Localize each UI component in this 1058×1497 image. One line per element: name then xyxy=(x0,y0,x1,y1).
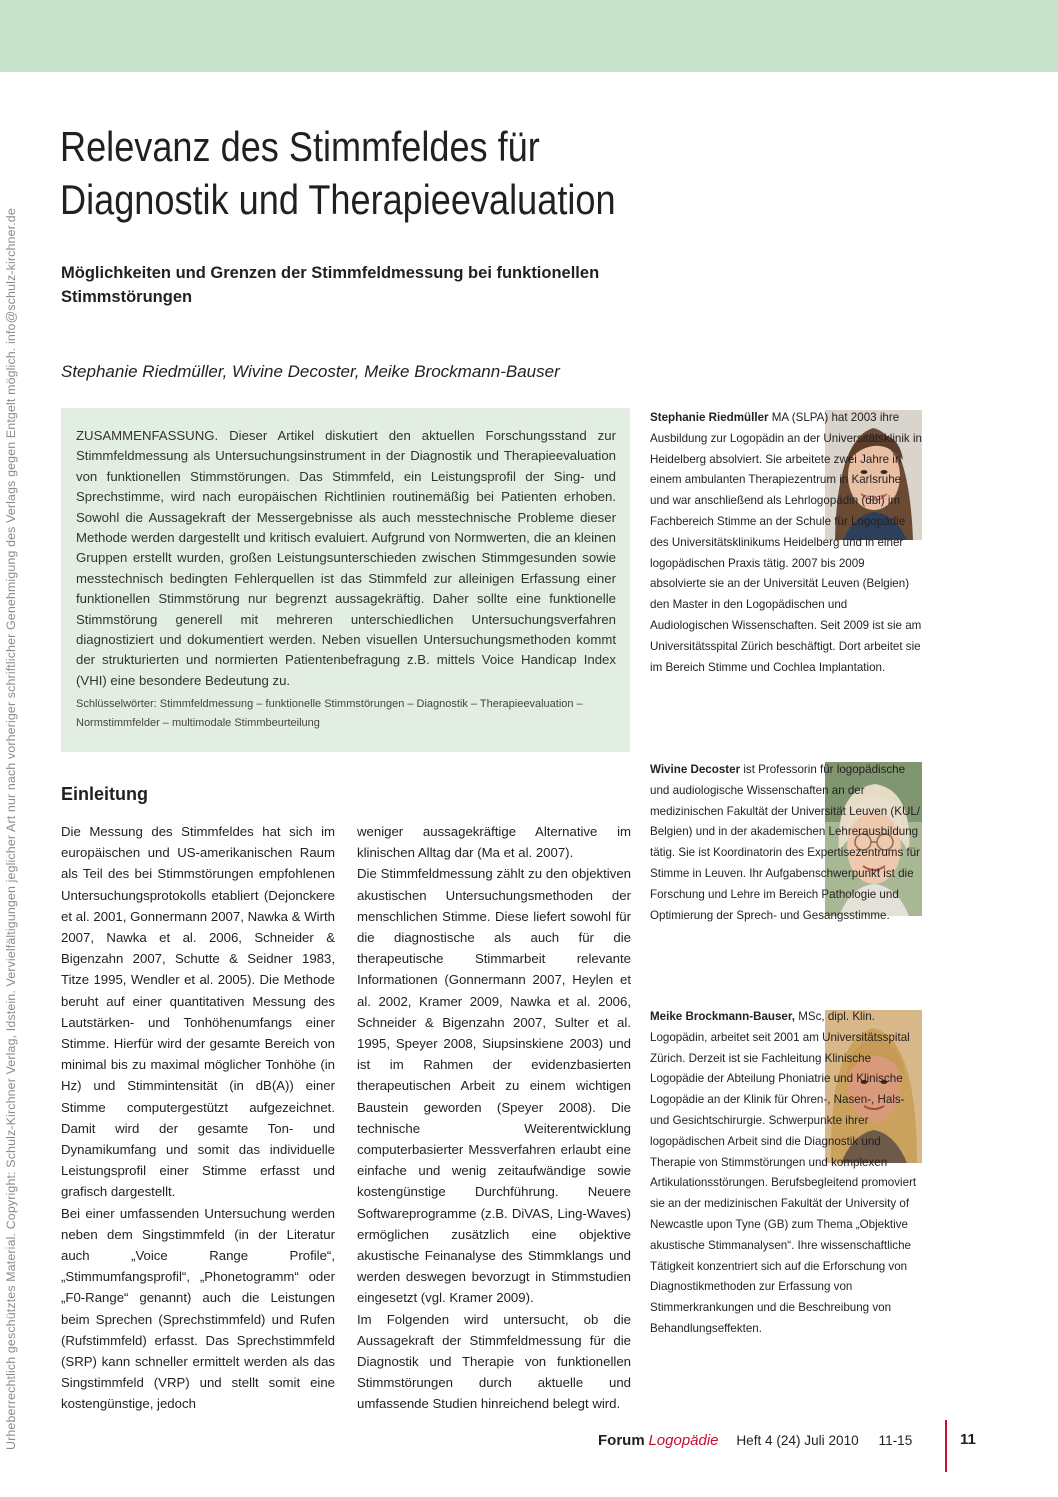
author-bio-decoster xyxy=(650,760,922,926)
issue-info: Heft 4 (24) Juli 2010 xyxy=(736,1433,859,1448)
bio-body: ist Professorin für logopädische und audiologische Wissenschaften an der medizinischen Fakultät der Universität Leuven (KUL/ Belgien) und in der akademischen Lehrerausbildung tätig. Sie ist Koordinatorin des Expertisezentrums für Stimme in Leuven. Ihr Aufgabenschwerpunkt ist die Forschung und Lehre im Bereich Pathologie und Optimierung der Sprech- und Gesangsstimme. xyxy=(650,763,921,922)
author-list: Stephanie Riedmüller, Wivine Decoster, Meike Brockmann-Bauser xyxy=(61,362,560,381)
author-bio-brockmann-bauser xyxy=(650,1007,922,1340)
bio-name: Wivine Decoster xyxy=(650,763,741,776)
bio-text xyxy=(650,760,922,926)
page-range: 11-15 xyxy=(878,1433,913,1448)
article-subtitle: Möglichkeiten und Grenzen der Stimmfeldmessung bei funktionellen Stimmstörungen xyxy=(61,264,600,306)
abstract-box xyxy=(61,408,630,752)
copyright-notice: Urheberrechtlich geschütztes Material. Copyright: Schulz-Kirchner Verlag, Idstein. Vervielfältigungen jeglicher Art nur nach vorheriger schriftlicher Genehmigung des Verlags gegen Entgelt möglich. info@schulz-kirchner.de xyxy=(4,208,18,1450)
footer-divider xyxy=(945,1420,947,1472)
bio-name: Meike Brockmann-Bauser, xyxy=(650,1010,795,1023)
journal-forum: Forum xyxy=(598,1432,645,1449)
section-heading: Einleitung xyxy=(61,784,148,804)
paragraph: Die Stimmfeldmessung zählt zu den objektiven akustischen Untersuchungsmethoden der menschlichen Stimme. Diese liefert sowohl für die diagnostische als auch für die therapeutische Stimmarbeit relevante Informationen (Gonnermann 2007, Heylen et al. 2002, Kramer 2009, Nawka et al. 2006, Schneider & Bigenzahn 2007, Sulter et al. 1995, Speyer 2008, Siupsinskiene 2003) und ist im Rahmen der evidenzbasierten therapeutischen Arbeit zu einem wichtigen Baustein geworden (Speyer 2008). Die technische Weiterentwicklung computerbasierter Messverfahren erlaubt eine einfache und wenig zeitaufwändige sowie kostengünstige Durchführung. Neuere Softwareprogramme (z.B. DiVAS, Ling-Waves) ermöglichen zusätzlich eine objektive akustische Feinanalyse des Stimmklangs und werden deswegen bevorzugt in Stimmstudien eingesetzt (vgl. Kramer 2009). xyxy=(357,866,631,1306)
text-column-middle xyxy=(357,821,631,1415)
paragraph: Die Messung des Stimmfeldes hat sich im europäischen und US-amerikanischen Raum als Teil des bei Stimmstörungen empfohlenen Untersuchungsprotokolls etabliert (Dejonckere et al. 2001, Gonnermann 2007, Nawka & Wirth 2007, Nawka et al. 2006, Schneider & Bigenzahn 2007, Schutte & Seidner 1983, Titze 1995, Wendler et al. 2005). Die Methode beruht auf einer quantitativen Messung des Lautstärken- und Tonhöhenumfangs einer Stimme. Hierfür wird der gesamte Bereich von minimal bis zu maximal möglicher Tonhöhe (in Hz) und Stimmintensität (in dB(A)) einer Stimme computergestützt aufgezeichnet. Damit wird der gesamte Ton- und Dynamikumfang und somit das individuelle Leistungsprofil einer Stimme erfasst und grafisch dargestellt. xyxy=(61,824,335,1200)
text-column-left xyxy=(61,821,335,1415)
author-bio-riedmueller xyxy=(650,408,922,678)
bio-name: Stephanie Riedmüller xyxy=(650,411,769,424)
bio-text xyxy=(650,1007,922,1340)
page-number: 11 xyxy=(960,1431,976,1448)
abstract-text: ZUSAMMENFASSUNG. Dieser Artikel diskutiert den aktuellen Forschungsstand zur Stimmfeldmessung als Untersuchungsinstrument in der Diagnostik und Therapieevaluation von funktionellen Stimmstörungen. Das Stimmfeld, ein Leistungsprofil der Sing- und Sprechstimme, wird nach europäischen Richtlinien routinemäßig bei Patienten erhoben. Sowohl die Aussagekraft der Messergebnisse als auch messtechnische Probleme dieser Methode werden dargestellt und kritisch evaluiert. Aufgrund von Normwerten, die an kleinen Gruppen erstellt wurden, großen Leistungsunterschieden zwischen Stimmgesunden sowie messtechnisch bedingten Fehlerquellen ist das Stimmfeld zur alleinigen Erfassung einer funktionellen Stimmstörung nur begrenzt aussagekräftig. Daher sollte eine funktionelle Stimmstörung generell mit mehreren unterschiedlichen Untersuchungsverfahren diagnostiziert und dokumentiert werden. Neben visuellen Untersuchungsmethoden kommt der strukturierten und normierten Patientenbefragung z.B. mittels Voice Handicap Index (VHI) eine besondere Bedeutung zu. xyxy=(76,428,616,688)
bio-text xyxy=(650,408,922,678)
page-footer xyxy=(598,1432,912,1449)
paragraph: weniger aussagekräftige Alternative im klinischen Alltag dar (Ma et al. 2007). xyxy=(357,824,631,861)
bio-body: MA (SLPA) hat 2003 ihre Ausbildung zur Logopädin an der Universitätsklinik in Heidelberg absolviert. Sie arbeitete zwei Jahre in einem ambulanten Therapiezentrum in Karlsruhe und war anschließend als Lehrlogopädin (dbl) im Fachbereich Stimme an der Schule für Logopädie des Universitätsklinikums Heidelberg und in einer logopädischen Praxis tätig. 2007 bis 2009 absolvierte sie an der Universität Leuven (Belgien) den Master in den Logopädischen und Audiologischen Wissenschaften. Seit 2009 ist sie am Universitätsspital Zürich beschäftigt. Dort arbeitet sie im Bereich Stimme und Cochlea Implantation. xyxy=(650,411,922,674)
keywords: Schlüsselwörter: Stimmfeldmessung – funktionelle Stimmstörungen – Diagnostik – Therapieevaluation – Normstimmfelder – multimodale Stimmbeurteilung xyxy=(76,698,583,729)
paragraph: Im Folgenden wird untersucht, ob die Aussagekraft der Stimmfeldmessung für die Diagnostik und Therapie von funktionellen Stimmstörungen durch aktuelle und umfassende Studien hinreichend belegt wird. xyxy=(357,1311,631,1412)
paragraph: Bei einer umfassenden Untersuchung werden neben dem Singstimmfeld (in der Literatur auch „Voice Range Profile“, „Stimmumfangsprofil“, „Phonetogramm“ oder „F0-Range“ genannt) auch die Leistungen beim Sprechen (Sprechstimmfeld) und Rufen (Rufstimmfeld) erfasst. Das Sprechstimmfeld (SRP) kann schneller ermittelt werden als das Singstimmfeld (VRP) und stellt somit eine kostengünstige, jedoch xyxy=(61,1205,335,1412)
header-band xyxy=(0,0,1058,72)
article-title xyxy=(60,120,679,226)
title-line-2: Diagnostik und Therapieevaluation xyxy=(60,176,616,223)
title-line-1: Relevanz des Stimmfeldes für xyxy=(60,123,540,170)
bio-body: MSc, dipl. Klin. Logopädin, arbeitet seit 2001 am Universitätsspital Zürich. Derzeit ist sie Fachleitung Klinische Logopädie der Abteilung Phoniatrie und Klinische Logopädie an der Klinik für Ohren-, Nasen-, Hals- und Gesichtschirurgie. Schwerpunkte ihrer logopädischen Arbeit sind die Diagnostik und Therapie von Stimmstörungen und komplexen Artikulationsstörungen. Berufsbegleitend promoviert sie an der medizinischen Fakultät der University of Newcastle upon Tyne (GB) zum Thema „Objektive akustische Stimmanalysen“. Ihre wissenschaftliche Tätigkeit konzentriert sich auf die Erforschung von Diagnostikmethoden zur Erfassung von Stimmerkrankungen und die Beschreibung von Behandlungseffekten. xyxy=(650,1010,917,1335)
journal-logo-text: Logopädie xyxy=(648,1432,719,1449)
